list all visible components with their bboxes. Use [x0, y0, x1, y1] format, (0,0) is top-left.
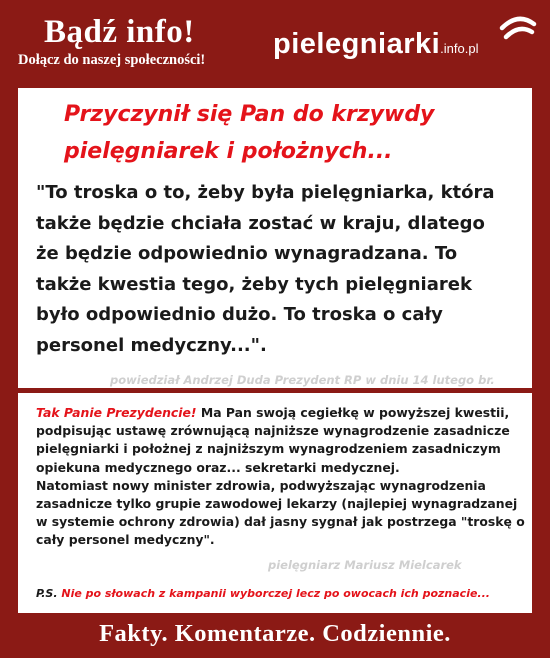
quote-line: "To troska o to, żeby była pielęgniarka, która	[36, 182, 495, 203]
comment-lead: Tak Panie Prezydencie!	[36, 405, 197, 420]
brand-title: Bądź info!	[44, 14, 195, 50]
quote-line: że będzie odpowiednio wynagradzana. To	[36, 243, 458, 264]
nurse-comment	[36, 404, 528, 550]
ps-text: Nie po słowach z kampanii wyborczej lecz po owocach ich poznacie...	[61, 587, 490, 600]
divider	[18, 388, 532, 393]
brand-subtitle: Dołącz do naszej społeczności!	[18, 52, 206, 68]
logo-main-text: pielegniarki	[273, 28, 441, 60]
comment-line: w systemie ochrony zdrowia) dał jasny sygnał jak postrzega "troskę o	[36, 514, 525, 530]
headline-line: Przyczynił się Pan do krzywdy	[64, 102, 435, 127]
comment-line: opiekuna medycznego oraz... sekretarki medycznej.	[36, 459, 400, 475]
comment-line	[36, 404, 528, 422]
quote-line: także będzie chciała zostać w kraju, dlatego	[36, 212, 485, 234]
ps-label: P.S.	[36, 587, 58, 600]
quote-attribution: powiedział Andrzej Duda Prezydent RP w dniu 14 lutego br.	[110, 373, 495, 387]
comment-line-rest: Ma Pan swoją cegiełkę w powyższej kwestii,	[196, 405, 510, 420]
quote-line: także kwestia tego, żeby tych pielęgniarek	[36, 273, 472, 295]
content-panel	[18, 88, 532, 613]
comment-line: pielęgniarki i położnej z najniższym wynagrodzeniem zasadniczym	[36, 441, 501, 457]
postscript	[36, 587, 528, 600]
headline	[64, 96, 524, 170]
quote-line: personel medyczny...".	[36, 334, 267, 356]
quote-line: było odpowiednio dużo. To troska o cały	[36, 304, 443, 325]
comment-line: zasadnicze tylko grupie zawodowej lekarzy (najlepiej wynagradzanej	[36, 496, 518, 512]
logo-suffix-text: .info.pl	[440, 41, 479, 56]
footer-tagline: Fakty. Komentarze. Codziennie.	[99, 620, 451, 647]
comment-line: cały personel medyczny".	[36, 532, 215, 548]
president-quote	[36, 178, 526, 361]
logo[interactable]	[273, 28, 478, 61]
comment-line: Natomiast nowy minister zdrowia, podwyższając wynagrodzenia	[36, 477, 486, 493]
arc-swoosh-icon	[498, 10, 538, 40]
comment-line: podpisując ustawę zrównującą najniższe wynagrodzenie zasadnicze	[36, 423, 510, 439]
comment-attribution: pielęgniarz Mariusz Mielcarek	[268, 558, 462, 572]
header	[0, 0, 550, 82]
headline-line: pielęgniarek i położnych...	[64, 139, 393, 164]
